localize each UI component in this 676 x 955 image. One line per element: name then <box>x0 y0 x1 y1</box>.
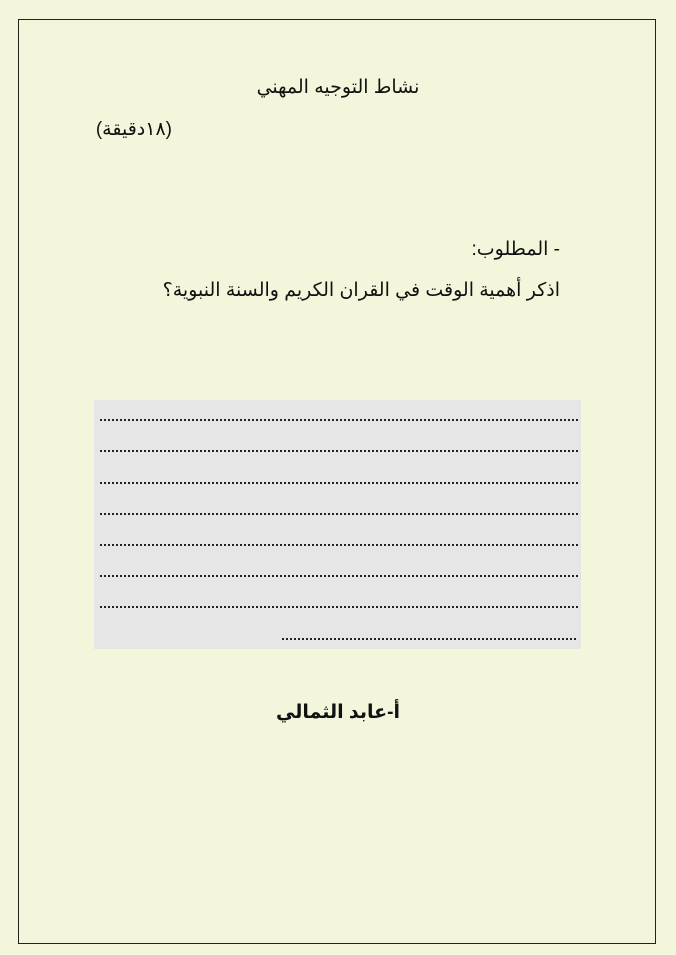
answer-area[interactable] <box>94 400 581 649</box>
answer-line-3 <box>100 482 578 484</box>
activity-title: نشاط التوجيه المهني <box>256 77 420 98</box>
answer-line-2 <box>100 450 578 452</box>
answer-line-8 <box>282 638 578 640</box>
required-heading: - المطلوب: <box>471 239 560 260</box>
duration-label: (١٨دقيقة) <box>95 119 172 140</box>
answer-line-7 <box>100 606 578 608</box>
answer-line-6 <box>100 575 578 577</box>
question-text: اذكر أهمية الوقت في القران الكريم والسنة النبوية؟ <box>162 280 560 301</box>
teacher-name: أ-عابد الثمالي <box>276 702 400 723</box>
answer-line-4 <box>100 513 578 515</box>
answer-line-1 <box>100 419 578 421</box>
answer-line-5 <box>100 544 578 546</box>
